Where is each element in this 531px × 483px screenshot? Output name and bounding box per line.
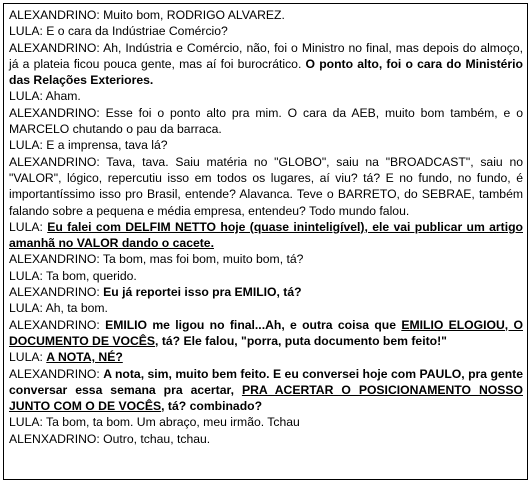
transcript-text: EMILIO me ligou no final...Ah, e outra coisa que [105, 317, 402, 332]
transcript-text: ALEXANDRINO: Esse foi o ponto alto pra mim. O cara da AEB, muito bom também, e o MARCELO chutando o pau da barraca. [9, 105, 523, 137]
transcript-text: Eu já reportei isso pra EMILIO, tá? [103, 285, 302, 300]
transcript-text: ALEXANDRINO: Ah, Indústria e Comércio, não, foi o Ministro no final, mas depois do almoço, já a plateia ficou pouca gente, mas aí foi burocrático. [9, 40, 523, 71]
transcript-line [9, 300, 523, 316]
transcript-line [9, 105, 523, 138]
transcript-line [9, 251, 523, 267]
transcript-text: O ponto alto, foi o cara do Ministério das Relações Exteriores. [9, 56, 524, 88]
transcript-text: LULA: Aham. [9, 89, 81, 104]
transcript-text: LULA: E o cara da Indústriae Comércio? [9, 24, 228, 39]
transcript-text: LULA: Ta bom, querido. [9, 268, 137, 283]
transcript-text: A NOTA, NÉ? [46, 350, 123, 365]
transcript-text: ALEXANDRINO: Muito bom, RODRIGO ALVAREZ. [9, 8, 285, 22]
transcript-line [9, 366, 523, 415]
transcript-line [9, 414, 523, 430]
transcript-line [9, 40, 523, 89]
transcript-text: ALEXANDRINO: [9, 285, 104, 300]
transcript-text: LULA: E a imprensa, tava lá? [9, 138, 168, 153]
transcript-text: LULA: Ta bom, ta bom. Um abraço, meu irmão. Tchau [9, 415, 300, 430]
transcript-text: A nota, sim, muito bem feito. E eu conversei hoje com PAULO, pra gente conversar essa semana pra acertar, [9, 366, 523, 397]
transcript-line [9, 431, 523, 447]
transcript-line [9, 23, 523, 39]
transcript-text: LULA: Ah, ta bom. [9, 301, 108, 316]
transcript-text: LULA: [9, 350, 47, 365]
transcript-line [9, 317, 523, 350]
transcript-line [9, 219, 523, 252]
transcript-text: LULA: [9, 219, 48, 234]
transcript-line [9, 268, 523, 284]
transcript-text: EMILIO ELOGIOU, O DOCUMENTO DE VOCÊS [9, 317, 523, 348]
transcript-text: PRA ACERTAR O POSICIONAMENTO NOSSO JUNTO COM O DE VOCÊS [9, 382, 523, 414]
transcript-text: ALEXANDRINO: [9, 366, 104, 381]
transcript-line [9, 137, 523, 153]
transcript-line [9, 349, 523, 365]
transcript-text: , tá? combinado? [161, 399, 263, 414]
transcript-line [9, 7, 523, 23]
transcript-line [9, 154, 523, 219]
transcript-text: Eu falei com DELFIM NETTO hoje (quase ininteligível), ele vai publicar um artigo amanhã no VALOR dando o cacete. [9, 219, 523, 251]
transcript-line [9, 88, 523, 104]
transcript-text: ALEXANDRINO: Tava, tava. Saiu matéria no "GLOBO", saiu na "BROADCAST", saiu no "VALOR", lógico, repercutiu isso em todos os lugares, aí viu? tá? E no fundo, no fundo, é importantíssimo isso pro Brasil, entende? Alavanca. Teve o BARRETO, do SEBRAE, também falando sobre a pequena e média empresa, entendeu? Todo mundo falou. [9, 154, 523, 218]
transcript-text: ALEXANDRINO: [9, 317, 106, 332]
transcript-line [9, 284, 523, 300]
transcript-text: ALENXADRINO: Outro, tchau, tchau. [9, 431, 211, 446]
transcript-box [3, 3, 528, 480]
transcript-text: , tá? Ele falou, "porra, puta documento bem feito!" [155, 333, 447, 348]
transcript-text: ALEXANDRINO: Ta bom, mas foi bom, muito bom, tá? [9, 252, 304, 267]
